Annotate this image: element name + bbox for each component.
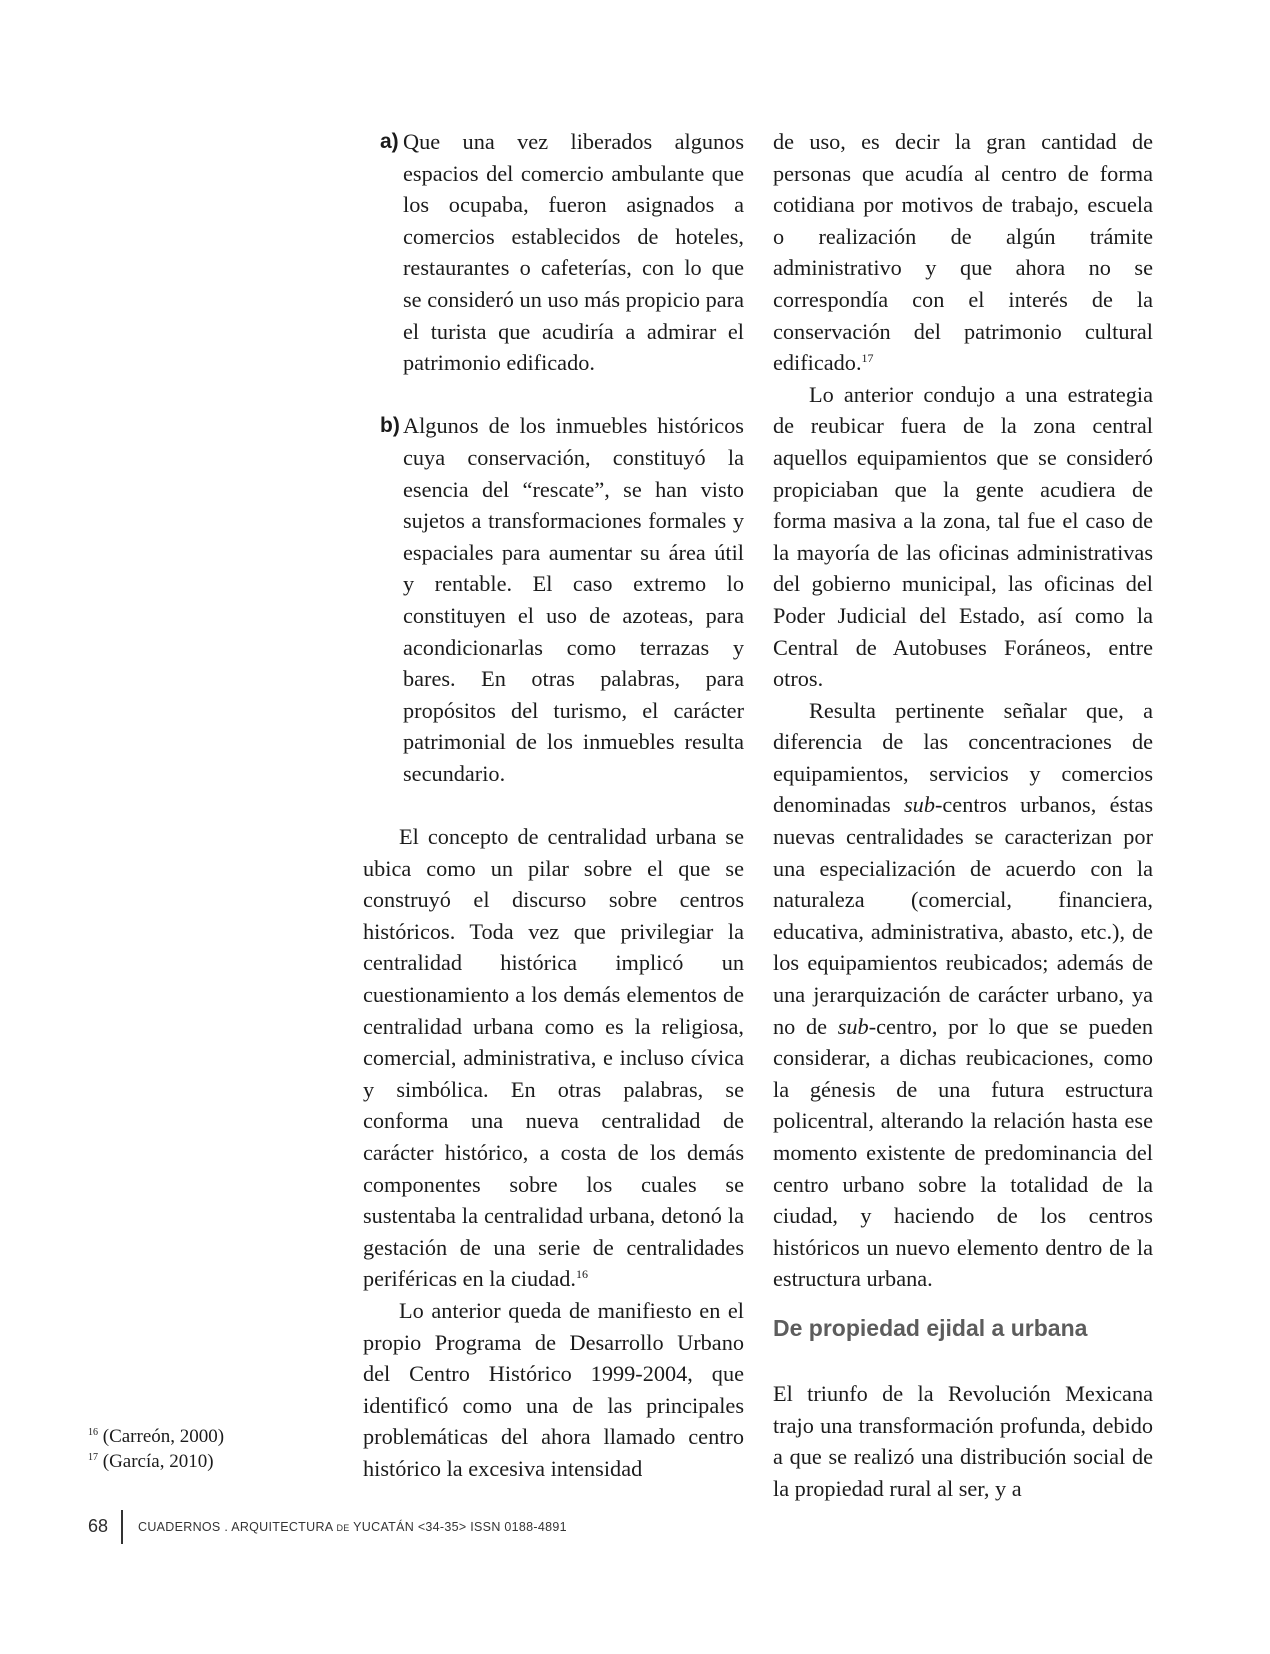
footer-divider [121,1510,123,1544]
emphasis-sub-1: sub [904,792,935,818]
footnote-17 [88,1449,348,1474]
footnote-ref-17[interactable]: 17 [861,351,874,366]
paragraph-uso [773,126,1153,379]
footnote-ref-16[interactable]: 16 [575,1267,588,1282]
paragraph-estrategia-text: Lo anterior condujo a una estrategia de reubicar fuera de la zona central aquellos equipamientos que se consideró propiciaban que la gente acudiera de forma masiva a la zona, tal fue el caso de la mayoría de las oficinas administrativas del gobierno municipal, las oficinas del Poder Judicial del Estado, así como la Central de Autobuses Foráneos, entre otros. [773,381,1153,692]
paragraph-centralidad-text: El concepto de centralidad urbana se ubica como un pilar sobre el que se construyó el discurso sobre centros históricos. Toda vez que privilegiar la centralidad histórica implicó un cuestionamiento a los demás elementos de centralidad urbana como es la religiosa, comercial, administrativa, e incluso cívica y simbólica. En otras palabras, se conforma una nueva centralidad de carácter histórico, a costa de los demás componentes sobre los cuales se sustentaba la centralidad urbana, detonó la gestación de una serie de centralidades periféricas en la ciudad. [363,824,744,1292]
journal-info [138,1520,567,1534]
paragraph-revolucion-text: El triunfo de la Revolución Mexicana trajo una transformación profunda, debido a que se realizó una distribución social de la propiedad rural al ser, y a [773,1380,1153,1501]
paragraph-programa [363,1295,744,1485]
list-item-a [363,126,744,379]
paragraph-pertinente-text-3: -centro, por lo que se pueden considerar, a dichas reubicaciones, como la génesis de una futura estructura policentral, alterando la relación hasta ese momento existente de predominancia del centro urbano sobre la totalidad de la ciudad, y haciendo de los centros históricos un nuevo elemento dentro de la estructura urbana. [773,1013,1153,1292]
emphasis-sub-2: sub [837,1013,869,1039]
list-item-a-text: Que una vez liberados algunos espacios del comercio ambulante que los ocupaba, fueron asignados a comercios establecidos de hoteles, restaurantes o cafeterías, con lo que se consideró un uso más propicio para el turista que acudiría a admirar el patrimonio edificado. [403,129,744,376]
journal-issue: YUCATÁN <34-35> ISSN 0188-4891 [349,1520,567,1534]
page-number: 68 [88,1516,109,1536]
journal-name-small: DE [336,1523,350,1533]
footnote-text: (García, 2010) [102,1451,214,1472]
paragraph-revolucion [773,1378,1153,1504]
paragraph-estrategia [773,379,1153,695]
paragraph-pertinente [773,695,1153,1295]
footnote-16 [88,1424,348,1449]
paragraph-uso-text: de uso, es decir la gran cantidad de personas que acudía al centro de forma cotidiana por motivos de trabajo, escuela o realización de algún trámite administrativo y que ahora no se correspondía con el interés de la conservación del patrimonio cultural edificado. [773,129,1153,376]
page-footer [88,1510,688,1544]
list-item-b-text: Algunos de los inmuebles históricos cuya conservación, constituyó la esencia del “rescate”, se han visto sujetos a transformaciones formales y espaciales para aumentar su área útil y rentable. El caso extremo lo constituyen el uso de azoteas, para acondicionarlas como terrazas y bares. En otras palabras, para propósitos del turismo, el carácter patrimonial de los inmuebles resulta secundario. [403,413,744,786]
list-marker-b: b) [380,414,400,438]
footnote-text: (Carreón, 2000) [102,1426,225,1447]
paragraph-pertinente-text-1: Resulta pertinente señalar que, a diferencia de las concentraciones de equipamientos, servicios y comercios denominadas [773,697,1153,818]
paragraph-programa-text: Lo anterior queda de manifiesto en el propio Programa de Desarrollo Urbano del Centro Histórico 1999-2004, que identificó como una de las principales problemáticas del ahora llamado centro histórico la excesiva intensidad [363,1297,744,1481]
left-text-column [363,126,744,1485]
right-text-column [773,126,1153,1504]
footnote-number: 17 [88,1452,98,1463]
footnotes [88,1424,348,1474]
section-heading: De propiedad ejidal a urbana [773,1314,1088,1341]
list-item-b [363,410,744,789]
footnote-number: 16 [88,1427,98,1438]
paragraph-centralidad [363,821,744,1295]
list-marker-a: a) [380,130,399,153]
paragraph-pertinente-text-2: -centros urbanos, éstas nuevas centralidades se caracterizan por una especialización de acuerdo con la naturaleza (comercial, financiera, educativa, administrativa, abasto, etc.), de los equipamientos reubicados; además de una jerarquización de carácter urbano, ya no de [773,792,1153,1039]
journal-name: CUADERNOS . ARQUITECTURA [138,1520,337,1534]
